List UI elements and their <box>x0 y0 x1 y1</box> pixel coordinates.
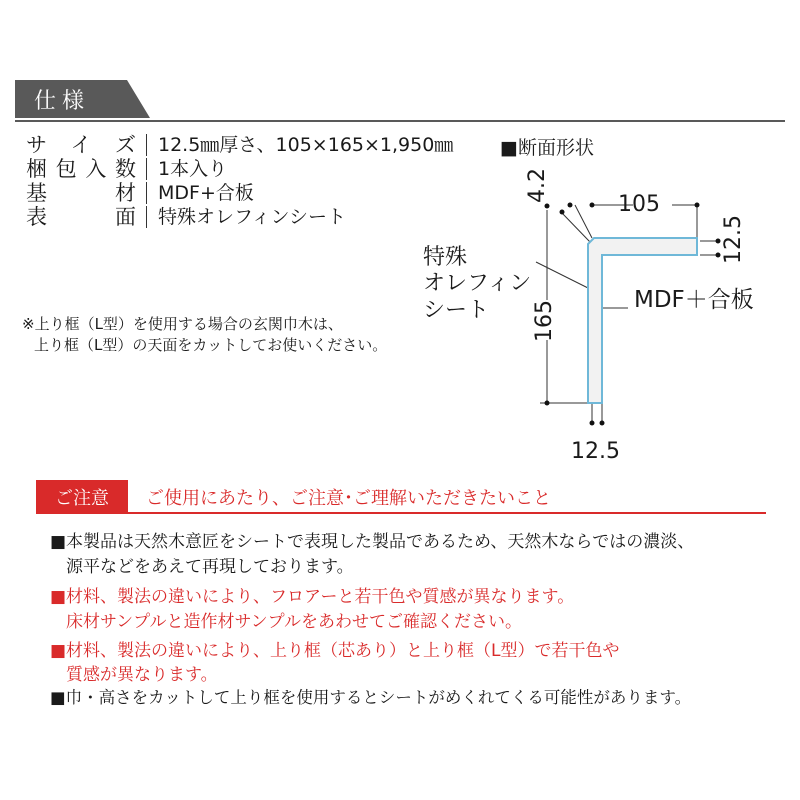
dim-right-thickness: 12.5 <box>721 215 746 264</box>
spec-note-line-1: ※上り框（L型）を使用する場合の玄関巾木は、 <box>22 315 343 333</box>
label-sheet-line-2: オレフィン <box>423 271 532 296</box>
caution-item-2-line-1: ■材料、製法の違いにより、フロアーと若干色や質感が異なります。 <box>50 587 575 607</box>
cross-section-title: ■断面形状 <box>500 137 594 159</box>
label-sheet-line-3: シート <box>423 298 490 323</box>
l-profile-shape <box>588 238 697 403</box>
dim-top-width: 105 <box>618 192 660 217</box>
spec-label-size: サ イ ズ <box>26 133 136 157</box>
spec-value-base: MDF+合板 <box>158 182 254 204</box>
spec-label-base: 基 材 <box>26 181 136 205</box>
caution-title: ご使用にあたり、ご注意･ご理解いただきたいこと <box>146 488 551 509</box>
spec-note-line-2: 上り框（L型）の天面をカットしてお使いください。 <box>34 336 388 354</box>
spec-label-package: 梱 包 入 数 <box>26 157 136 181</box>
spec-value-surface: 特殊オレフィンシート <box>158 206 347 228</box>
caution-divider <box>36 512 766 514</box>
caution-item-1-line-2: 源平などをあえて再現しております。 <box>66 557 354 577</box>
caution-item-1-line-1: ■本製品は天然木意匠をシートで表現した製品であるため、天然木ならではの濃淡、 <box>50 532 695 552</box>
caution-item-3-line-1: ■材料、製法の違いにより、上り框（芯あり）と上り框（L型）で若干色や <box>50 641 620 661</box>
caution-tab-label: ご注意 <box>55 488 109 509</box>
spec-value-package: 1本入り <box>158 158 228 180</box>
spec-label-surface: 表 面 <box>26 205 136 229</box>
caution-item-2-line-2: 床材サンプルと造作材サンプルをあわせてご確認ください。 <box>66 612 522 632</box>
dim-height: 165 <box>532 300 557 342</box>
spec-title: 仕様 <box>34 89 91 114</box>
spec-value-size: 12.5㎜厚さ、105×165×1,950㎜ <box>158 134 454 156</box>
label-core: MDF＋合板 <box>634 287 754 313</box>
dim-bottom-thickness: 12.5 <box>571 439 620 464</box>
label-sheet-line-1: 特殊 <box>423 245 468 270</box>
dimension-arrow-dots <box>545 203 721 426</box>
caution-item-4-line-1: ■巾・高さをカットして上り框を使用するとシートがめくれてくる可能性があります。 <box>50 688 692 707</box>
dim-corner: 4.2 <box>525 168 550 203</box>
caution-item-3-line-2: 質感が異なります。 <box>66 665 218 685</box>
